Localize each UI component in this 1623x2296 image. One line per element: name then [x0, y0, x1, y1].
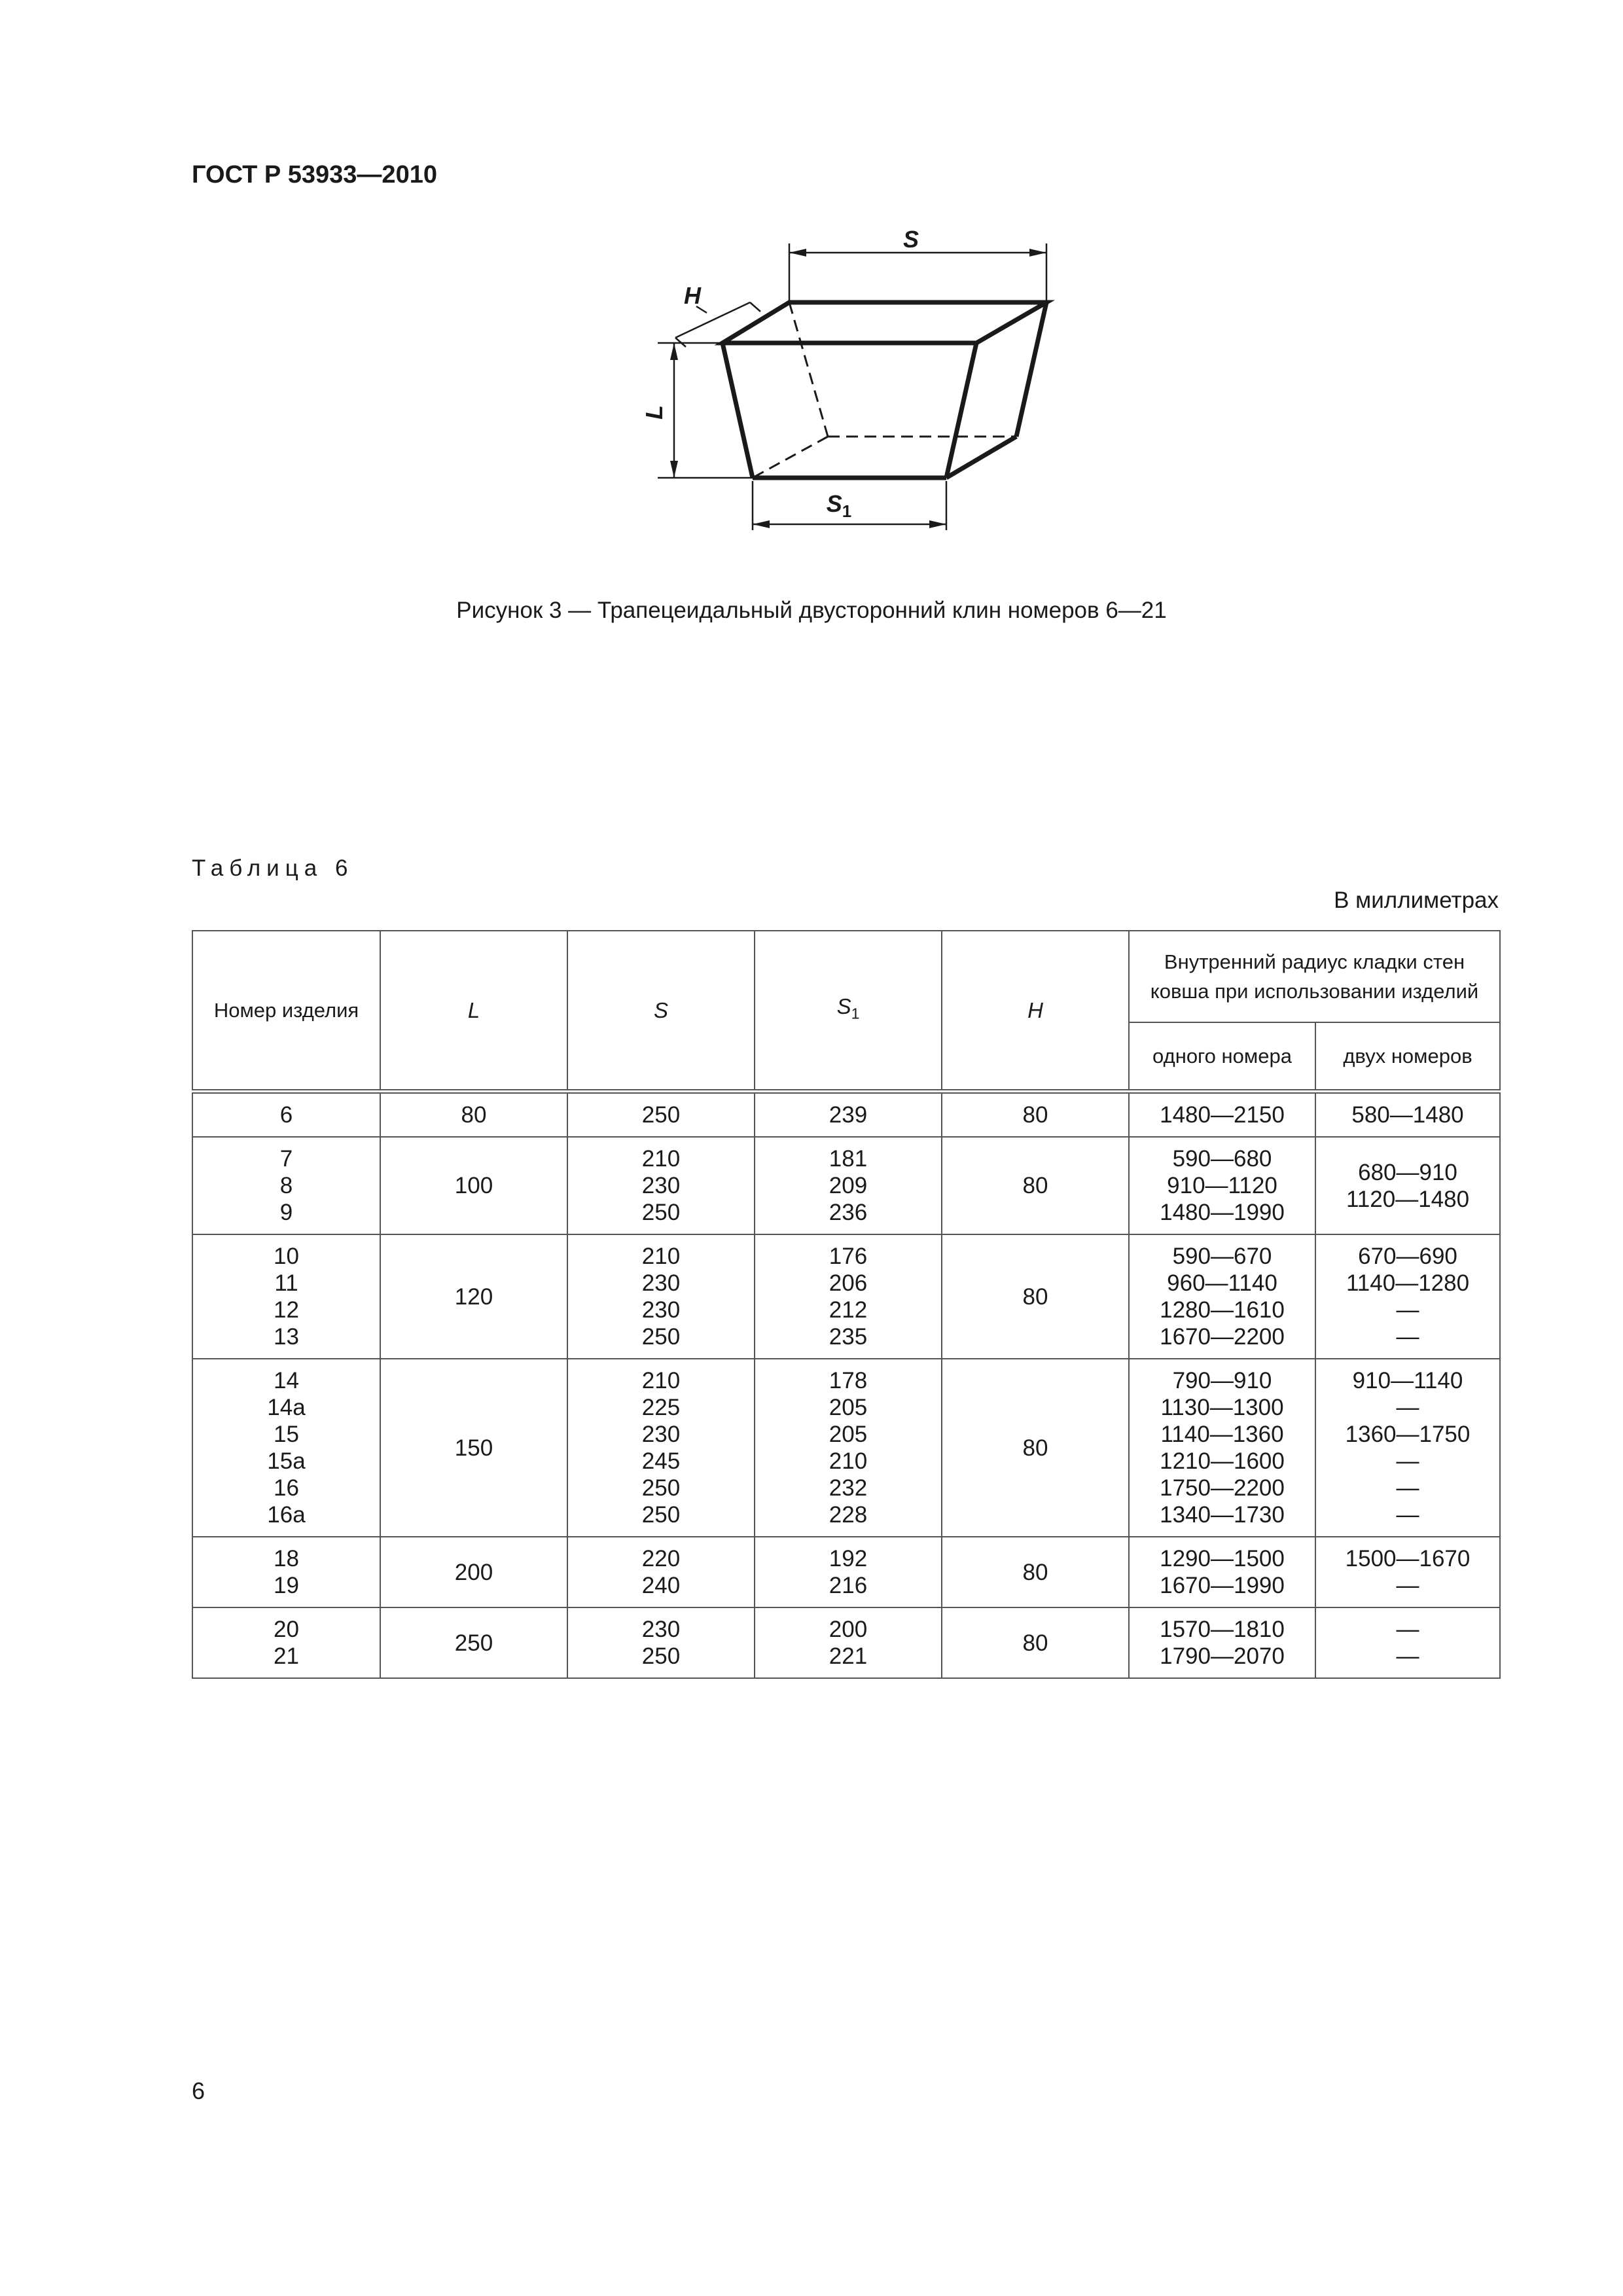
label-H: H	[684, 282, 701, 309]
cell-line: 236	[829, 1200, 868, 1225]
cell-line: 250	[641, 1102, 681, 1128]
units-note: В миллиметрах	[1334, 888, 1499, 913]
cell-line: 590—670	[1172, 1244, 1272, 1269]
cell-radius-double	[1315, 1607, 1500, 1678]
cell-line: 250	[641, 1502, 681, 1528]
header-H: H	[942, 931, 1129, 1092]
cell-radius-single	[1129, 1234, 1315, 1359]
cell-radius-single	[1129, 1359, 1315, 1537]
cell-line: 1130—1300	[1160, 1395, 1284, 1420]
cell-line: 10	[274, 1244, 299, 1269]
cell-H: 80	[942, 1137, 1129, 1234]
cell-radius-double	[1315, 1092, 1500, 1138]
cell-line: 210	[641, 1146, 681, 1172]
cell-S	[567, 1607, 755, 1678]
cell-line: 1500—1670	[1345, 1546, 1471, 1571]
cell-radius-double	[1315, 1537, 1500, 1607]
cell-line: 210	[641, 1244, 681, 1269]
cell-line: 9	[279, 1200, 293, 1225]
cell-line: 210	[641, 1368, 681, 1393]
cell-line: —	[1396, 1448, 1419, 1474]
cell-line: 13	[274, 1324, 299, 1350]
cell-line: 1120—1480	[1346, 1186, 1470, 1212]
cell-line: 220	[641, 1546, 681, 1571]
table-row	[192, 1137, 1500, 1234]
cell-line: —	[1396, 1475, 1419, 1501]
cell-S	[567, 1234, 755, 1359]
cell-S1	[755, 1092, 942, 1138]
cell-line: 250	[641, 1200, 681, 1225]
cell-line: 245	[641, 1448, 681, 1474]
cell-line: 6	[279, 1102, 293, 1128]
cell-line: 20	[274, 1617, 299, 1642]
cell-line: 1750—2200	[1160, 1475, 1285, 1501]
figure-caption: Рисунок 3 — Трапецеидальный двусторонний клин номеров 6—21	[456, 598, 1167, 623]
table-row	[192, 1537, 1500, 1607]
cell-H: 80	[942, 1234, 1129, 1359]
cell-line: 1570—1810	[1160, 1617, 1285, 1642]
cell-H: 80	[942, 1092, 1129, 1138]
cell-L: 150	[380, 1359, 567, 1537]
cell-line: 250	[641, 1324, 681, 1350]
cell-item-numbers	[192, 1359, 380, 1537]
cell-line: 212	[829, 1297, 868, 1323]
cell-line: 1480—2150	[1160, 1102, 1285, 1128]
cell-line: 14	[274, 1368, 299, 1393]
wedge-hidden-edges	[753, 302, 1016, 478]
cell-line: 232	[829, 1475, 868, 1501]
cell-line: 680—910	[1358, 1159, 1457, 1185]
cell-line: —	[1396, 1573, 1419, 1598]
cell-line: 250	[641, 1475, 681, 1501]
cell-line: 1140—1280	[1346, 1270, 1470, 1296]
cell-line: 1670—2200	[1160, 1324, 1285, 1350]
cell-radius-single	[1129, 1137, 1315, 1234]
cell-H: 80	[942, 1607, 1129, 1678]
cell-item-numbers	[192, 1234, 380, 1359]
cell-line: 1360—1750	[1345, 1422, 1471, 1447]
header-item-number: Номер изделия	[192, 931, 380, 1092]
cell-H: 80	[942, 1359, 1129, 1537]
cell-line: 216	[829, 1573, 868, 1598]
cell-line: 12	[274, 1297, 299, 1323]
document-header: ГОСТ Р 53933—2010	[192, 161, 437, 188]
cell-line: 580—1480	[1351, 1102, 1464, 1128]
cell-line: 15	[274, 1422, 299, 1447]
cell-item-numbers	[192, 1137, 380, 1234]
header-inner-radius: Внутренний радиус кладки стен ковша при использовании изделий	[1129, 931, 1500, 1022]
cell-line: 239	[829, 1102, 868, 1128]
cell-line: 176	[829, 1244, 868, 1269]
table-row	[192, 1234, 1500, 1359]
cell-line: 1670—1990	[1160, 1573, 1285, 1598]
cell-line: 250	[641, 1643, 681, 1669]
cell-line: —	[1396, 1643, 1419, 1669]
cell-line: 221	[829, 1643, 868, 1669]
cell-line: 16а	[267, 1502, 306, 1528]
cell-line: 19	[274, 1573, 299, 1598]
cell-line: 670—690	[1358, 1244, 1457, 1269]
wedge-figure	[628, 216, 1086, 543]
cell-S	[567, 1092, 755, 1138]
cell-L: 200	[380, 1537, 567, 1607]
cell-line: —	[1396, 1395, 1419, 1420]
cell-radius-double	[1315, 1234, 1500, 1359]
cell-line: 200	[829, 1617, 868, 1642]
header-L: L	[380, 931, 567, 1092]
cell-line: 205	[829, 1422, 868, 1447]
cell-S1	[755, 1359, 942, 1537]
cell-S	[567, 1137, 755, 1234]
cell-line: 1210—1600	[1160, 1448, 1285, 1474]
cell-line: 228	[829, 1502, 868, 1528]
cell-radius-double	[1315, 1137, 1500, 1234]
cell-line: 14а	[267, 1395, 306, 1420]
cell-line: 15а	[267, 1448, 306, 1474]
header-single-number: одного номера	[1129, 1022, 1315, 1092]
page-number: 6	[192, 2077, 205, 2104]
cell-line: 790—910	[1172, 1368, 1272, 1393]
cell-line: 1790—2070	[1160, 1643, 1285, 1669]
cell-line: 1480—1990	[1160, 1200, 1285, 1225]
header-S: S	[567, 931, 755, 1092]
cell-L: 100	[380, 1137, 567, 1234]
cell-line: 230	[641, 1173, 681, 1198]
cell-radius-single	[1129, 1092, 1315, 1138]
cell-item-numbers	[192, 1537, 380, 1607]
cell-line: 209	[829, 1173, 868, 1198]
header-S1: $S_1$	[755, 931, 942, 1092]
cell-line: 205	[829, 1395, 868, 1420]
cell-line: 240	[641, 1573, 681, 1598]
cell-line: —	[1396, 1297, 1419, 1323]
cell-line: —	[1396, 1617, 1419, 1642]
cell-line: 11	[274, 1270, 298, 1296]
cell-line: 178	[829, 1368, 868, 1393]
cell-line: 1340—1730	[1160, 1502, 1285, 1528]
label-S1: $S_1$	[826, 490, 852, 521]
cell-S	[567, 1359, 755, 1537]
cell-line: 181	[829, 1146, 868, 1172]
cell-radius-single	[1129, 1537, 1315, 1607]
cell-line: 8	[279, 1173, 293, 1198]
cell-L: 120	[380, 1234, 567, 1359]
cell-S1	[755, 1537, 942, 1607]
cell-line: 225	[641, 1395, 681, 1420]
table-row	[192, 1607, 1500, 1678]
cell-line: 230	[641, 1297, 681, 1323]
cell-S1	[755, 1234, 942, 1359]
label-L: L	[641, 405, 668, 420]
cell-radius-single	[1129, 1607, 1315, 1678]
cell-radius-double	[1315, 1359, 1500, 1537]
cell-line: 1290—1500	[1160, 1546, 1285, 1571]
cell-item-numbers	[192, 1607, 380, 1678]
dimensions-table	[192, 930, 1501, 1679]
cell-line: 7	[279, 1146, 293, 1172]
cell-L: 250	[380, 1607, 567, 1678]
cell-line: 230	[641, 1422, 681, 1447]
cell-S	[567, 1537, 755, 1607]
cell-S1	[755, 1607, 942, 1678]
wedge-outline	[722, 302, 1046, 478]
cell-L: 80	[380, 1092, 567, 1138]
cell-line: —	[1396, 1502, 1419, 1528]
table-title: Таблица 6	[192, 855, 354, 881]
cell-line: 230	[641, 1270, 681, 1296]
cell-S1	[755, 1137, 942, 1234]
cell-line: 210	[829, 1448, 868, 1474]
cell-line: 16	[274, 1475, 299, 1501]
cell-line: 910—1140	[1352, 1368, 1463, 1393]
table-body	[192, 1092, 1500, 1679]
cell-line: 192	[829, 1546, 868, 1571]
cell-line: 960—1140	[1167, 1270, 1277, 1296]
cell-line: 206	[829, 1270, 868, 1296]
cell-item-numbers	[192, 1092, 380, 1138]
table-row	[192, 1359, 1500, 1537]
cell-line: 21	[274, 1643, 299, 1669]
label-S: S	[902, 226, 919, 253]
cell-line: 590—680	[1172, 1146, 1272, 1172]
cell-line: 1140—1360	[1160, 1422, 1284, 1447]
dimension-lines	[658, 243, 1046, 530]
cell-line: 235	[829, 1324, 868, 1350]
cell-line: 1280—1610	[1160, 1297, 1285, 1323]
cell-H: 80	[942, 1537, 1129, 1607]
cell-line: —	[1396, 1324, 1419, 1350]
cell-line: 18	[274, 1546, 299, 1571]
table-row	[192, 1092, 1500, 1138]
cell-line: 230	[641, 1617, 681, 1642]
header-two-numbers: двух номеров	[1315, 1022, 1500, 1092]
cell-line: 910—1120	[1167, 1173, 1277, 1198]
